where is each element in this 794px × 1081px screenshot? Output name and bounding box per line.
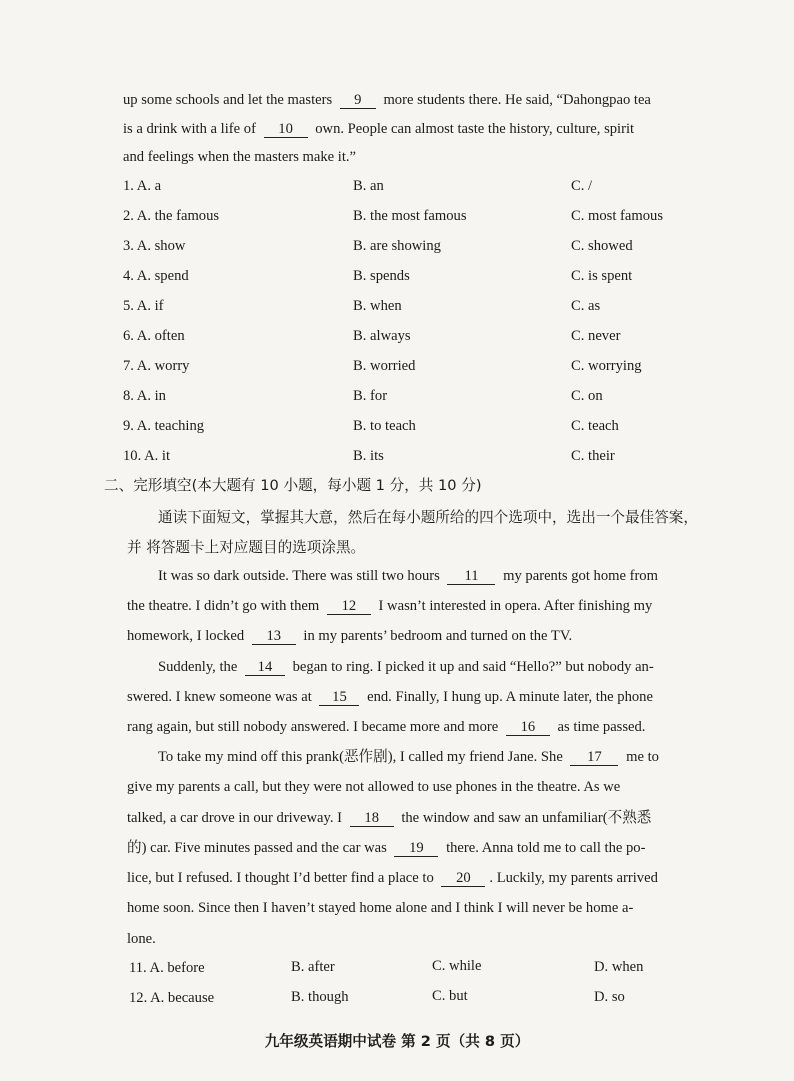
- option-c: C. never: [571, 328, 621, 344]
- option-b: B. an: [353, 178, 384, 194]
- option-a: 8. A. in: [123, 388, 166, 404]
- passage-line: homework, I locked 13 in my parents’ bedroom and turned on the TV.: [127, 628, 573, 644]
- blank-17: 17: [570, 749, 618, 766]
- blank-14: 14: [245, 659, 285, 676]
- option-c: C. on: [571, 388, 603, 404]
- option-c: C. most famous: [571, 208, 664, 224]
- option-c: C. is spent: [571, 268, 633, 284]
- option-c: C. teach: [571, 418, 619, 434]
- option-a: 11. A. before: [129, 960, 205, 976]
- passage-line: swered. I knew someone was at 15 end. Finally, I hung up. A minute later, the phone: [127, 689, 653, 705]
- blank-18: 18: [350, 810, 394, 827]
- option-b: B. are showing: [353, 238, 441, 254]
- option-a: 6. A. often: [123, 328, 185, 344]
- option-c: C. /: [571, 178, 593, 194]
- intro-line-1: up some schools and let the masters 9 more students there. He said, “Dahongpao tea: [123, 92, 651, 108]
- option-b: B. to teach: [353, 418, 416, 434]
- passage-line: Suddenly, the 14 began to ring. I picked it up and said “Hello?” but nobody an-: [158, 659, 654, 675]
- blank-10: 10: [264, 121, 308, 138]
- option-c: C. while: [432, 958, 482, 974]
- passage-line: rang again, but still nobody answered. I became more and more 16 as time passed.: [127, 719, 646, 735]
- option-d: D. so: [594, 989, 625, 1005]
- option-d: D. when: [594, 959, 644, 975]
- passage-line: It was so dark outside. There was still two hours 11 my parents got home from: [158, 568, 658, 584]
- option-c: C. worrying: [571, 358, 642, 374]
- option-b: B. after: [291, 959, 335, 975]
- option-b: B. for: [353, 388, 388, 404]
- blank-15: 15: [319, 689, 359, 706]
- option-a: 3. A. show: [123, 238, 186, 254]
- passage-line: give my parents a call, but they were not allowed to use phones in the theatre. As we: [127, 779, 621, 795]
- option-b: B. always: [353, 328, 411, 344]
- blank-9: 9: [340, 92, 376, 109]
- option-a: 1. A. a: [123, 178, 162, 194]
- option-c: C. showed: [571, 238, 633, 254]
- section-2-title: 二、完形填空(本大题有 10 小题，每小题 1 分，共 10 分): [104, 477, 482, 494]
- option-b: B. worried: [353, 358, 416, 374]
- blank-13: 13: [252, 628, 296, 645]
- page-footer: 九年级英语期中试卷 第 2 页（共 8 页）: [264, 1033, 530, 1050]
- option-a: 4. A. spend: [123, 268, 189, 284]
- option-c: C. their: [571, 448, 615, 464]
- passage-line: 的) car. Five minutes passed and the car was 19 there. Anna told me to call the po-: [127, 840, 646, 856]
- option-a: 10. A. it: [123, 448, 171, 464]
- passage-line: To take my mind off this prank(恶作剧), I called my friend Jane. She 17 me to: [158, 749, 659, 765]
- blank-11: 11: [447, 568, 495, 585]
- option-b: B. though: [291, 989, 349, 1005]
- option-c: C. as: [571, 298, 601, 314]
- option-a: 5. A. if: [123, 298, 164, 314]
- intro-line-3: and feelings when the masters make it.”: [123, 149, 357, 165]
- option-b: B. when: [353, 298, 402, 314]
- blank-16: 16: [506, 719, 550, 736]
- passage-line: the theatre. I didn’t go with them 12 I wasn’t interested in opera. After finishing my: [127, 598, 653, 614]
- option-a: 2. A. the famous: [123, 208, 220, 224]
- intro-line-2: is a drink with a life of 10 own. People can almost taste the history, culture, spirit: [123, 121, 635, 137]
- passage-line: home soon. Since then I haven’t stayed home alone and I think I will never be home a-: [127, 900, 634, 916]
- instruction-line-2: 并 将答题卡上对应题目的选项涂黑。: [127, 539, 366, 556]
- blank-19: 19: [394, 840, 438, 857]
- passage-line: lice, but I refused. I thought I’d better find a place to 20 . Luckily, my parents arrived: [127, 870, 658, 886]
- option-c: C. but: [432, 988, 468, 1004]
- option-a: 9. A. teaching: [123, 418, 205, 434]
- option-b: B. spends: [353, 268, 410, 284]
- option-a: 7. A. worry: [123, 358, 190, 374]
- passage-line: talked, a car drove in our driveway. I 18 the window and saw an unfamiliar(不熟悉: [127, 810, 652, 826]
- option-b: B. its: [353, 448, 384, 464]
- option-a: 12. A. because: [129, 990, 215, 1006]
- option-b: B. the most famous: [353, 208, 467, 224]
- instruction-line-1: 通读下面短文，掌握其大意，然后在每小题所给的四个选项中，选出一个最佳答案，: [158, 509, 698, 526]
- blank-20: 20: [441, 870, 485, 887]
- passage-line: lone.: [127, 931, 156, 947]
- blank-12: 12: [327, 598, 371, 615]
